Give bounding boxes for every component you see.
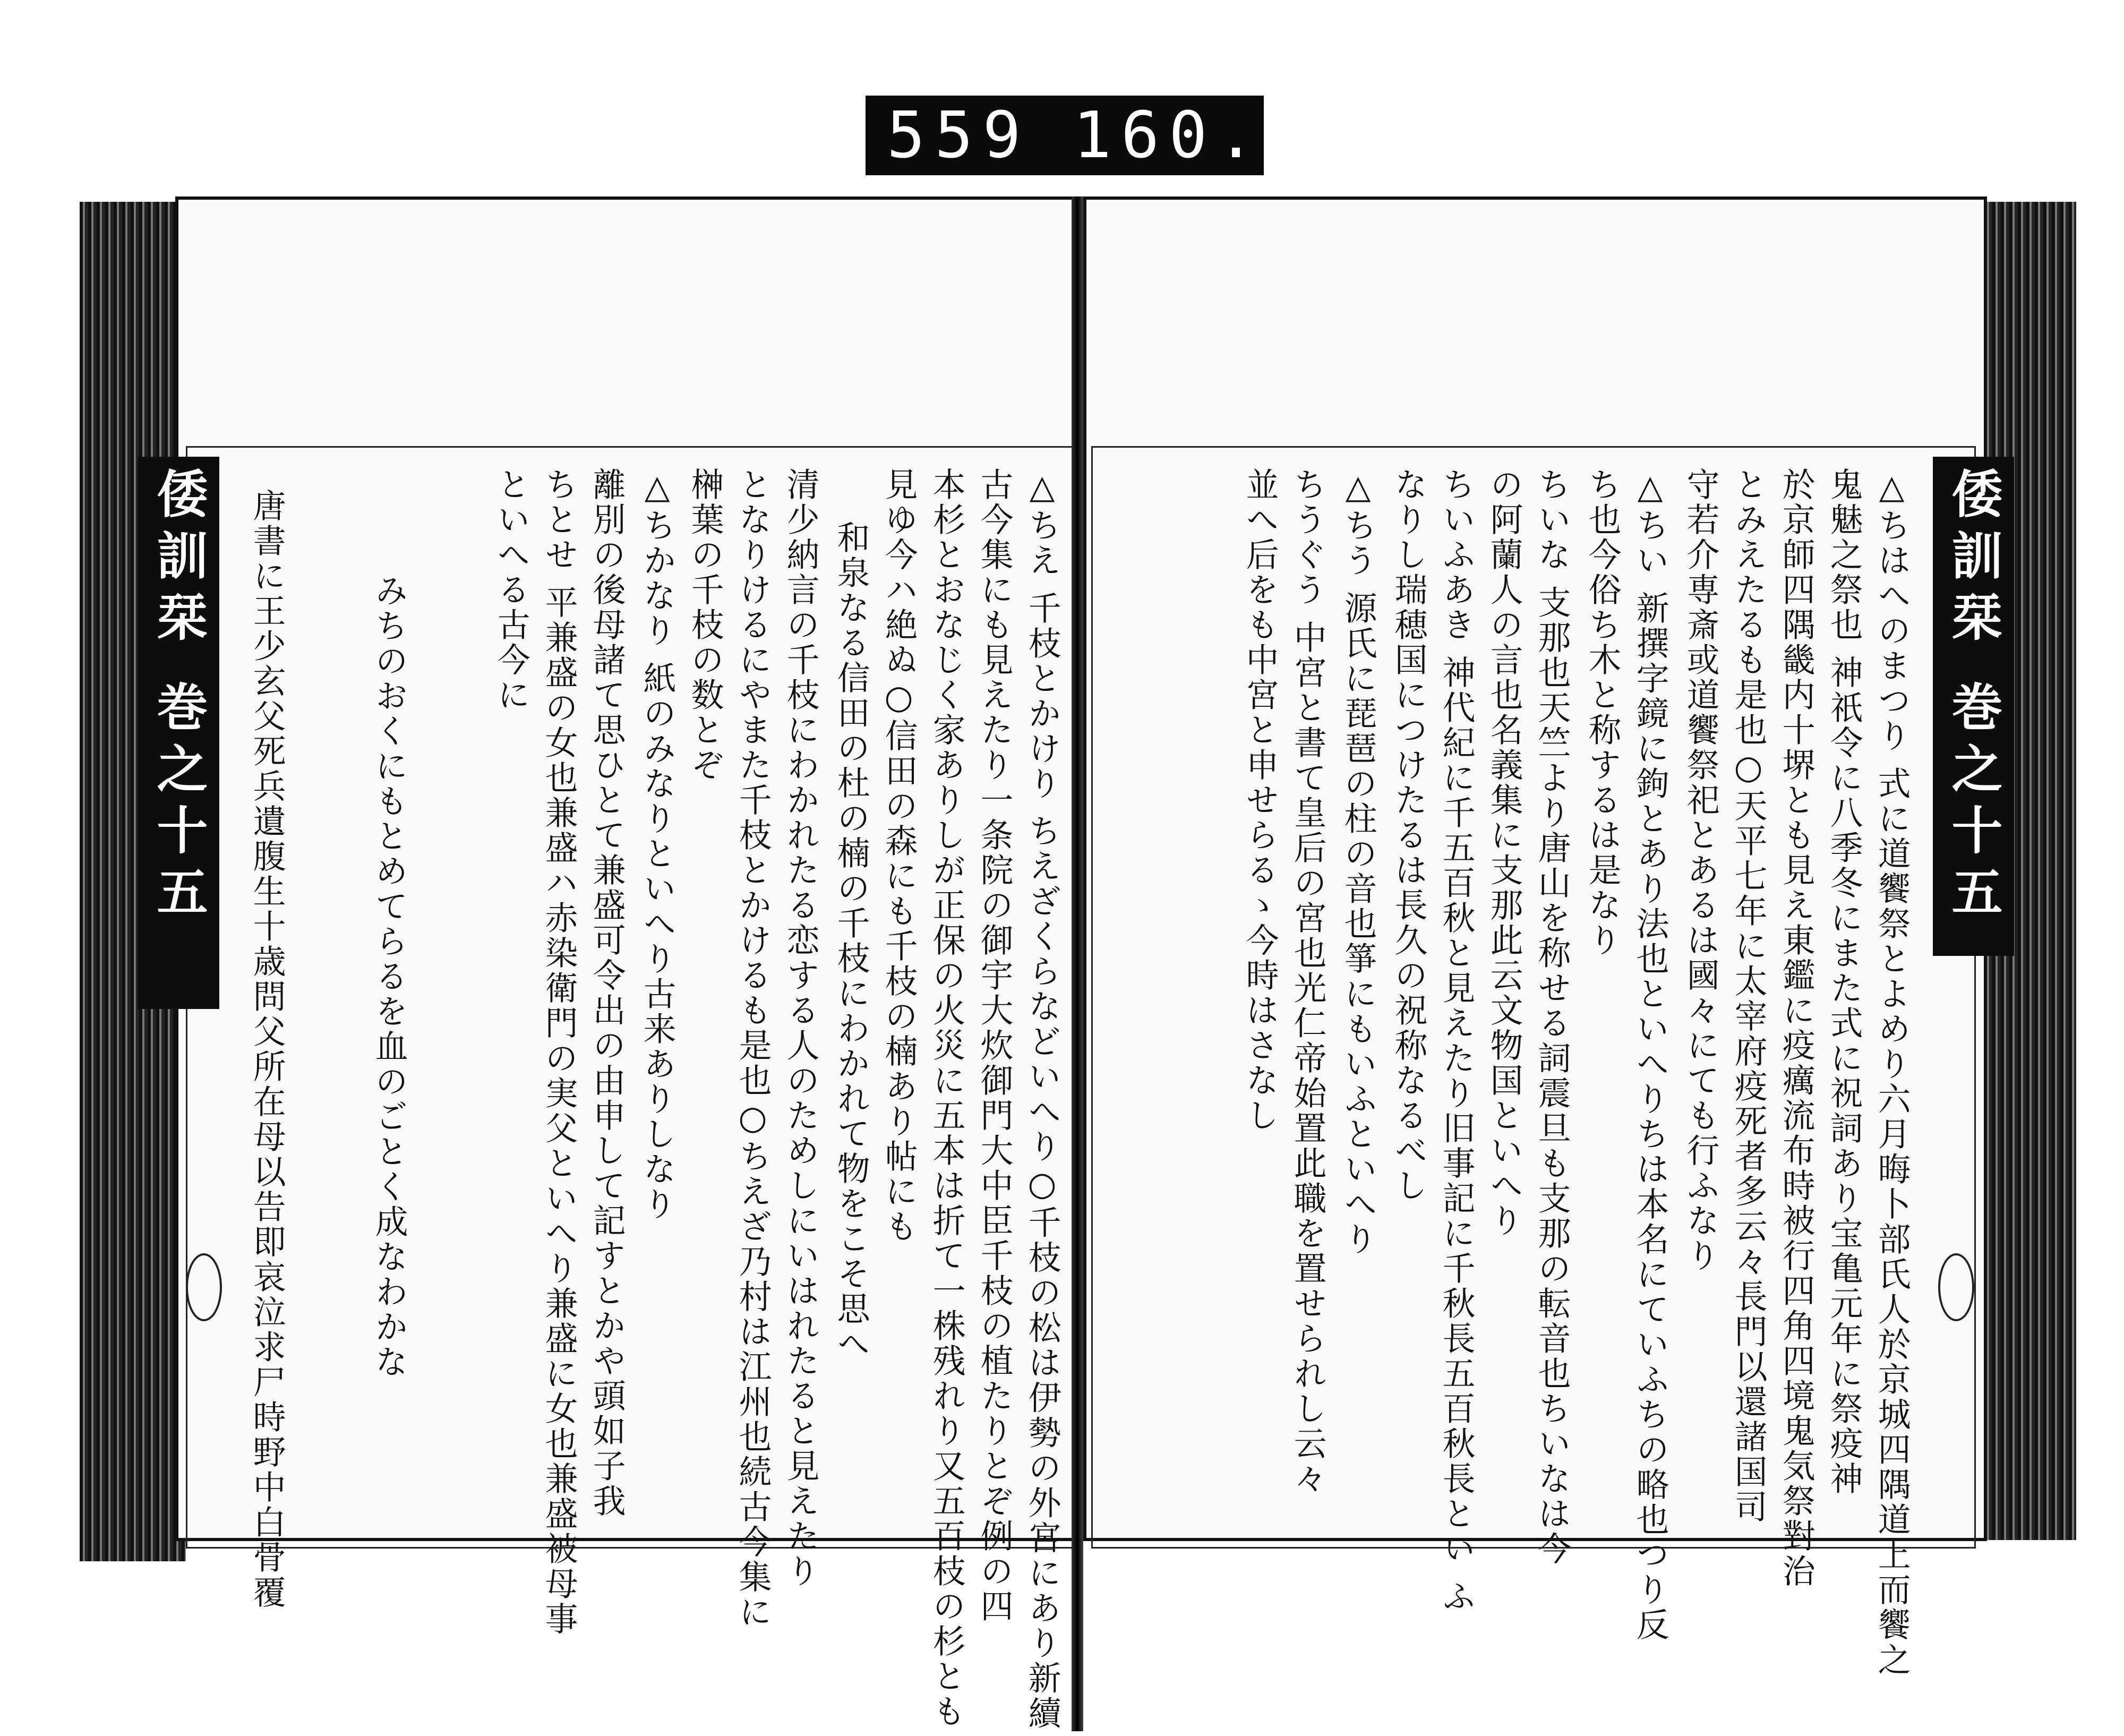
- left-col-13: みちのおくにもとめてらるを血のごとく成なわかな: [370, 574, 409, 1380]
- right-header-title: 倭訓栞: [1943, 467, 2003, 652]
- right-col-13: ちうぐう 中宮と書て皇后の宮也光仁帝始置此職を置せられし云々: [1288, 467, 1328, 1496]
- left-col-10: 離別の後母諸て思ひとて兼盛可令出の由申して記すとかや頭如子我: [587, 467, 627, 1519]
- left-col-14: 唐書に王少玄父死兵遺腹生十歳問父所在母以告即哀泣求尸時野中白骨覆: [247, 489, 287, 1610]
- left-col-4: 見ゆ今ハ絶ぬ○信田の森にも千枝の楠あり帖にも: [879, 467, 919, 1244]
- left-col-6: 清少納言の千枝にわかれたる恋する人のためしにいはれたると見えたり: [781, 467, 820, 1589]
- left-col-2: 古今集にも見えたり一条院の御宇大炊御門大中臣千枝の植たりとぞ例の四: [975, 467, 1014, 1624]
- right-page-header: [1933, 457, 2014, 956]
- fold-mark-right: [1938, 1253, 1974, 1321]
- plate-right-number: 160.: [1073, 98, 1265, 173]
- right-col-2: 鬼魅之祭也 神祇令に八季冬にまた式に祝詞あり宝亀元年に祭疫神: [1825, 467, 1864, 1496]
- plate-left-number: 559: [887, 98, 1031, 173]
- left-col-5: 和泉なる信田の杜の楠の千枝にわかれて物をこそ思へ: [832, 520, 871, 1362]
- left-col-12: といへる古今に: [492, 467, 531, 713]
- left-col-3: 本杉とおなじく家ありしが正保の火災に五本は折て一株残れり又五百枝の杉とも: [927, 467, 966, 1729]
- right-col-10: ちいふあき 神代紀に千五百秋と見えたり旧事記に千秋長五百秋長とい ふ: [1437, 467, 1476, 1614]
- right-col-4: とみえたるも是也○天平七年に太宰府疫死者多云々長門以還諸国司: [1729, 467, 1768, 1525]
- right-col-14: 並へ后をも中宮と申せらるゝ今時はさなし: [1240, 467, 1280, 1133]
- left-col-7: となりけるにやまた千枝とかけるも是也○ちえざ乃村は江州也続古今集に: [733, 467, 773, 1630]
- right-col-1: △ちはへのまつり 式に道饗祭とよめり六月晦卜部氏人於京城四隅道上而饗之: [1872, 467, 1912, 1678]
- fold-mark-left: [186, 1253, 222, 1321]
- right-col-5: 守若介専斎或道饗祭祀とあるは國々にても行ふなり: [1681, 467, 1720, 1273]
- page-gutter: [1072, 196, 1083, 1731]
- left-header-title: 倭訓栞: [149, 467, 209, 652]
- left-header-volume: 巻之十五: [149, 680, 209, 927]
- left-col-11: ちとせ 平兼盛の女也兼盛ハ赤染衛門の実父といへり兼盛に女也兼盛被母事: [539, 467, 579, 1637]
- left-col-1: △ちえ 千枝とかけり ちえざくらなどいへり○千枝の松は伊勢の外宮にあり新續: [1023, 467, 1062, 1731]
- right-col-12: △ちう 源氏に琵琶の柱の音也箏にもいふといへり: [1339, 467, 1378, 1257]
- right-col-11: なりし瑞穂国につけたるは長久の祝称なるべし: [1389, 467, 1428, 1203]
- right-col-3: 於京師四隅畿内十堺とも見え東鑑に疫癘流布時被行四角四境鬼気祭對治: [1777, 467, 1816, 1589]
- right-col-6: △ちい 新撰字鏡に鉤とあり法也といへりちは本名にていふちの略也つり反: [1631, 467, 1670, 1643]
- left-col-8: 榊葉の千枝の数とぞ: [686, 467, 725, 783]
- accession-number-plate: [866, 96, 1264, 175]
- left-col-9: △ちかなり 紙のみなりといへり古来ありしなり: [638, 467, 677, 1222]
- right-header-volume: 巻之十五: [1943, 680, 2003, 927]
- left-page-header: [138, 457, 219, 1009]
- right-col-7: ち也今俗ち木と称するは是なり: [1583, 467, 1622, 958]
- right-col-9: の阿蘭人の言也名義集に支那此云文物国といへり: [1485, 467, 1524, 1238]
- right-col-8: ちいな 支那也天竺より唐山を称せる詞震旦も支那の転音也ちいなは今: [1532, 467, 1572, 1567]
